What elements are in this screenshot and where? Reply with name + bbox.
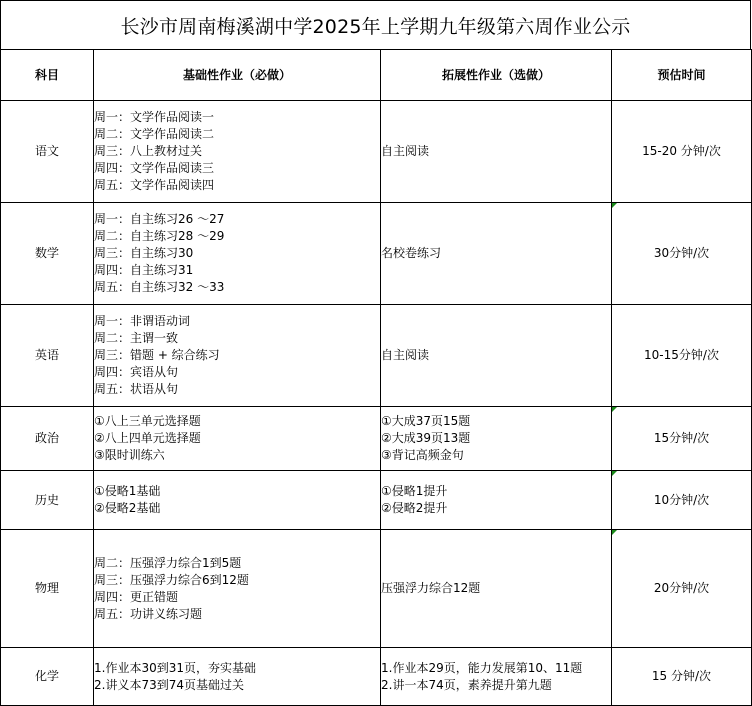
- header-subject: 科目: [1, 50, 94, 101]
- basic-line: 周四：宾语从句: [94, 365, 179, 379]
- basic-line: 周一：非谓语动词: [94, 314, 191, 328]
- basic-line: ③限时训练六: [94, 448, 165, 462]
- basic-cell: [94, 101, 381, 203]
- time-text: 10分钟/次: [653, 492, 710, 507]
- basic-cell: [94, 530, 381, 648]
- time-cell: [612, 530, 752, 648]
- table-row: [1, 648, 752, 706]
- extended-cell: [381, 648, 612, 706]
- basic-line: ①八上三单元选择题: [94, 414, 201, 428]
- subject-cell: 历史: [1, 471, 94, 530]
- basic-line: 周四：自主练习31: [94, 263, 194, 277]
- extended-cell: [381, 471, 612, 530]
- extended-line: 名校卷练习: [381, 246, 442, 260]
- extended-line: 自主阅读: [381, 144, 430, 158]
- cell-comment-marker: [612, 407, 617, 412]
- extended-line: ②侵略2提升: [381, 501, 448, 515]
- extended-line: 自主阅读: [381, 348, 430, 362]
- basic-line: ①侵略1基础: [94, 484, 161, 498]
- table-row: [1, 203, 752, 305]
- basic-cell: [94, 305, 381, 407]
- header-time: 预估时间: [612, 50, 752, 101]
- basic-line: 周三：错题 + 综合练习: [94, 348, 220, 362]
- basic-line: 周五：状语从句: [94, 382, 179, 396]
- basic-line: ②侵略2基础: [94, 501, 161, 515]
- table-row: [1, 305, 752, 407]
- extended-cell: [381, 101, 612, 203]
- basic-line: ②八上四单元选择题: [94, 431, 201, 445]
- extended-line: 1.作业本29页，能力发展第10、11题: [381, 660, 583, 675]
- header-extended: 拓展性作业（选做）: [381, 50, 612, 101]
- basic-line: 周二：自主练习28 ～29: [94, 229, 225, 243]
- extended-line: 压强浮力综合12题: [381, 581, 481, 595]
- time-text: 15分钟/次: [653, 431, 710, 445]
- time-cell: [612, 203, 752, 305]
- header-basic: 基础性作业（必做）: [94, 50, 381, 101]
- time-cell: 15 分钟/次: [612, 648, 752, 706]
- extended-cell: [381, 203, 612, 305]
- extended-cell: [381, 530, 612, 648]
- basic-line: 周四：更正错题: [94, 589, 179, 604]
- basic-line: 周三：自主练习30: [94, 246, 194, 260]
- time-cell: 15-20 分钟/次: [612, 101, 752, 203]
- extended-line: ②大成39页13题: [381, 431, 471, 445]
- extended-line: ①大成37页15题: [381, 414, 471, 428]
- table-row: [1, 471, 752, 530]
- subject-cell: 政治: [1, 407, 94, 471]
- extended-cell: [381, 407, 612, 471]
- basic-cell: [94, 407, 381, 471]
- basic-cell: [94, 648, 381, 706]
- basic-line: 周三：压强浮力综合6到12题: [94, 572, 249, 587]
- cell-comment-marker: [612, 471, 617, 476]
- subject-cell: 化学: [1, 648, 94, 706]
- subject-cell: 物理: [1, 530, 94, 648]
- basic-line: 2.讲义本73到74页基础过关: [94, 677, 244, 692]
- sheet-title: 长沙市周南梅溪湖中学2025年上学期九年级第六周作业公示: [0, 0, 751, 49]
- subject-cell: 语文: [1, 101, 94, 203]
- extended-line: ①侵略1提升: [381, 484, 448, 498]
- basic-line: 周五：自主练习32 ～33: [94, 280, 225, 294]
- basic-line: 周四：文学作品阅读三: [94, 161, 215, 175]
- time-text: 20分钟/次: [653, 581, 710, 595]
- basic-line: 1.作业本30到31页，夯实基础: [94, 660, 256, 675]
- basic-line: 周五：功讲义练习题: [94, 606, 203, 621]
- extended-line: 2.讲一本74页，素养提升第九题: [381, 677, 552, 692]
- basic-line: 周二：主谓一致: [94, 331, 179, 345]
- homework-table: [0, 49, 752, 706]
- subject-cell: 英语: [1, 305, 94, 407]
- cell-comment-marker: [612, 530, 617, 535]
- basic-line: 周一：文学作品阅读一: [94, 110, 215, 124]
- basic-line: 周三：八上教材过关: [94, 144, 203, 158]
- subject-cell: 数学: [1, 203, 94, 305]
- basic-cell: [94, 203, 381, 305]
- time-cell: 10-15分钟/次: [612, 305, 752, 407]
- basic-line: 周二：压强浮力综合1到5题: [94, 555, 242, 570]
- cell-comment-marker: [612, 203, 617, 208]
- table-row: [1, 530, 752, 648]
- time-cell: [612, 407, 752, 471]
- table-row: [1, 407, 752, 471]
- time-text: 30分钟/次: [653, 246, 710, 260]
- time-cell: [612, 471, 752, 530]
- basic-line: 周五：文学作品阅读四: [94, 178, 215, 192]
- table-row: [1, 101, 752, 203]
- header-row: [1, 50, 752, 101]
- basic-cell: [94, 471, 381, 530]
- extended-cell: [381, 305, 612, 407]
- basic-line: 周一：自主练习26 ～27: [94, 212, 225, 226]
- extended-line: ③背记高频金句: [381, 448, 464, 462]
- basic-line: 周二：文学作品阅读二: [94, 127, 215, 141]
